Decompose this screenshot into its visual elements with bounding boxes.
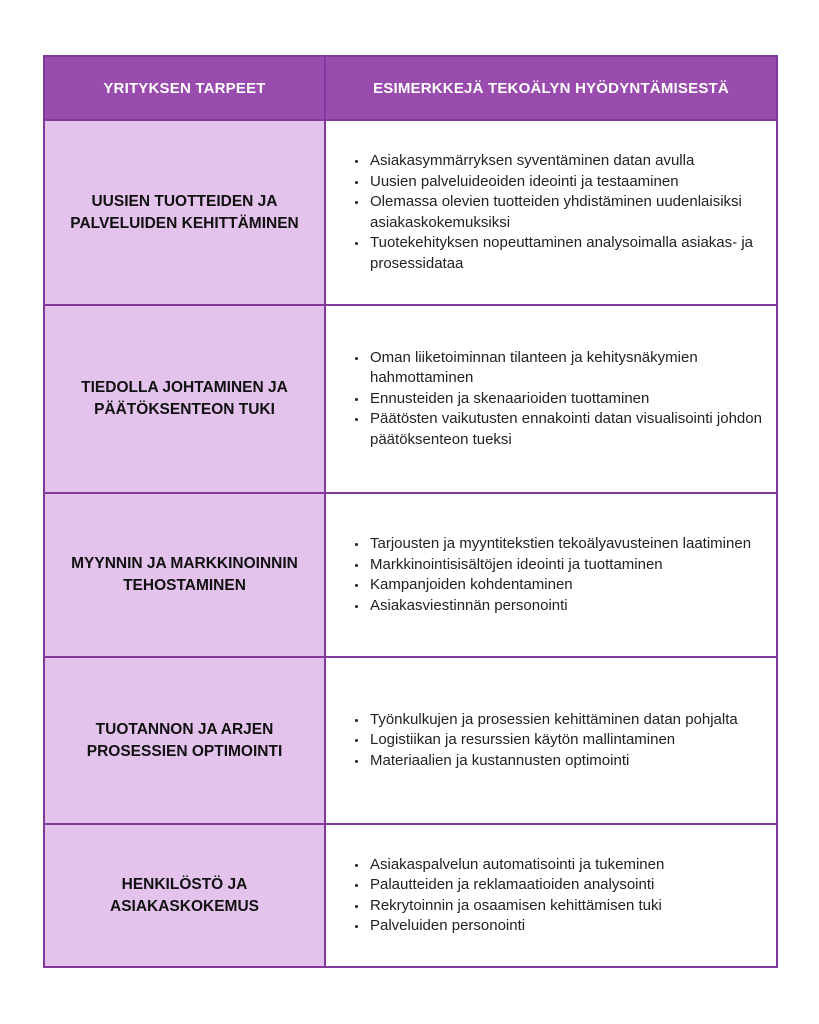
examples-list [326, 534, 776, 616]
example-item: • Oman liiketoiminnan tilanteen ja kehitysnäkymien hahmottaminen [368, 348, 776, 389]
ai-needs-table [43, 55, 778, 968]
header-examples: ESIMERKKEJÄ TEKOÄLYN HYÖDYNTÄMISESTÄ [325, 56, 777, 120]
table-row [44, 493, 777, 657]
header-needs: YRITYKSEN TARPEET [44, 56, 325, 120]
example-item: • Tarjousten ja myyntitekstien tekoälyavusteinen laatiminen [368, 534, 776, 555]
table-row [44, 657, 777, 824]
need-cell [44, 493, 325, 657]
example-item: • Kampanjoiden kohdentaminen [368, 575, 776, 596]
examples-cell [325, 824, 777, 967]
examples-cell [325, 493, 777, 657]
need-label: MYYNNIN JA MARKKINOINNIN TEHOSTAMINEN [71, 555, 298, 594]
example-item: • Materiaalien ja kustannusten optimointi [368, 751, 776, 772]
example-item: • Asiakasviestinnän personointi [368, 596, 776, 617]
examples-list [326, 855, 776, 937]
need-cell [44, 305, 325, 493]
need-cell [44, 657, 325, 824]
example-item: • Olemassa olevien tuotteiden yhdistäminen uudenlaisiksi asiakaskokemuksiksi [368, 192, 776, 233]
need-cell [44, 824, 325, 967]
need-label: HENKILÖSTÖ JA ASIAKASKOKEMUS [110, 875, 259, 915]
need-cell [44, 120, 325, 305]
need-label: TUOTANNON JA ARJEN PROSESSIEN OPTIMOINTI [86, 720, 283, 760]
example-item: • Markkinointisisältöjen ideointi ja tuottaminen [368, 555, 776, 576]
table-row [44, 120, 777, 305]
examples-cell [325, 120, 777, 305]
examples-cell [325, 305, 777, 493]
need-label: UUSIEN TUOTTEIDEN JA PALVELUIDEN KEHITTÄMINEN [70, 192, 299, 232]
example-item: • Palautteiden ja reklamaatioiden analysointi [368, 875, 776, 896]
table-row [44, 305, 777, 493]
example-item: • Rekrytoinnin ja osaamisen kehittämisen tuki [368, 896, 776, 917]
example-item: • Asiakaspalvelun automatisointi ja tukeminen [368, 855, 776, 876]
examples-list [326, 710, 776, 772]
example-item: • Ennusteiden ja skenaarioiden tuottaminen [368, 389, 776, 410]
example-item: • Päätösten vaikutusten ennakointi datan visualisointi johdon päätöksenteon tueksi [368, 409, 776, 450]
example-item: • Palveluiden personointi [368, 916, 776, 937]
table-row [44, 824, 777, 967]
example-item: • Tuotekehityksen nopeuttaminen analysoimalla asiakas- ja prosessidataa [368, 233, 776, 274]
examples-cell [325, 657, 777, 824]
example-item: • Logistiikan ja resurssien käytön mallintaminen [368, 730, 776, 751]
example-item: • Asiakasymmärryksen syventäminen datan avulla [368, 151, 776, 172]
need-label: TIEDOLLA JOHTAMINEN JA PÄÄTÖKSENTEON TUKI [81, 379, 288, 418]
example-item: • Työnkulkujen ja prosessien kehittäminen datan pohjalta [368, 710, 776, 731]
examples-list [326, 348, 776, 451]
examples-list [326, 151, 776, 274]
header-row [44, 56, 777, 120]
example-item: • Uusien palveluideoiden ideointi ja testaaminen [368, 172, 776, 193]
